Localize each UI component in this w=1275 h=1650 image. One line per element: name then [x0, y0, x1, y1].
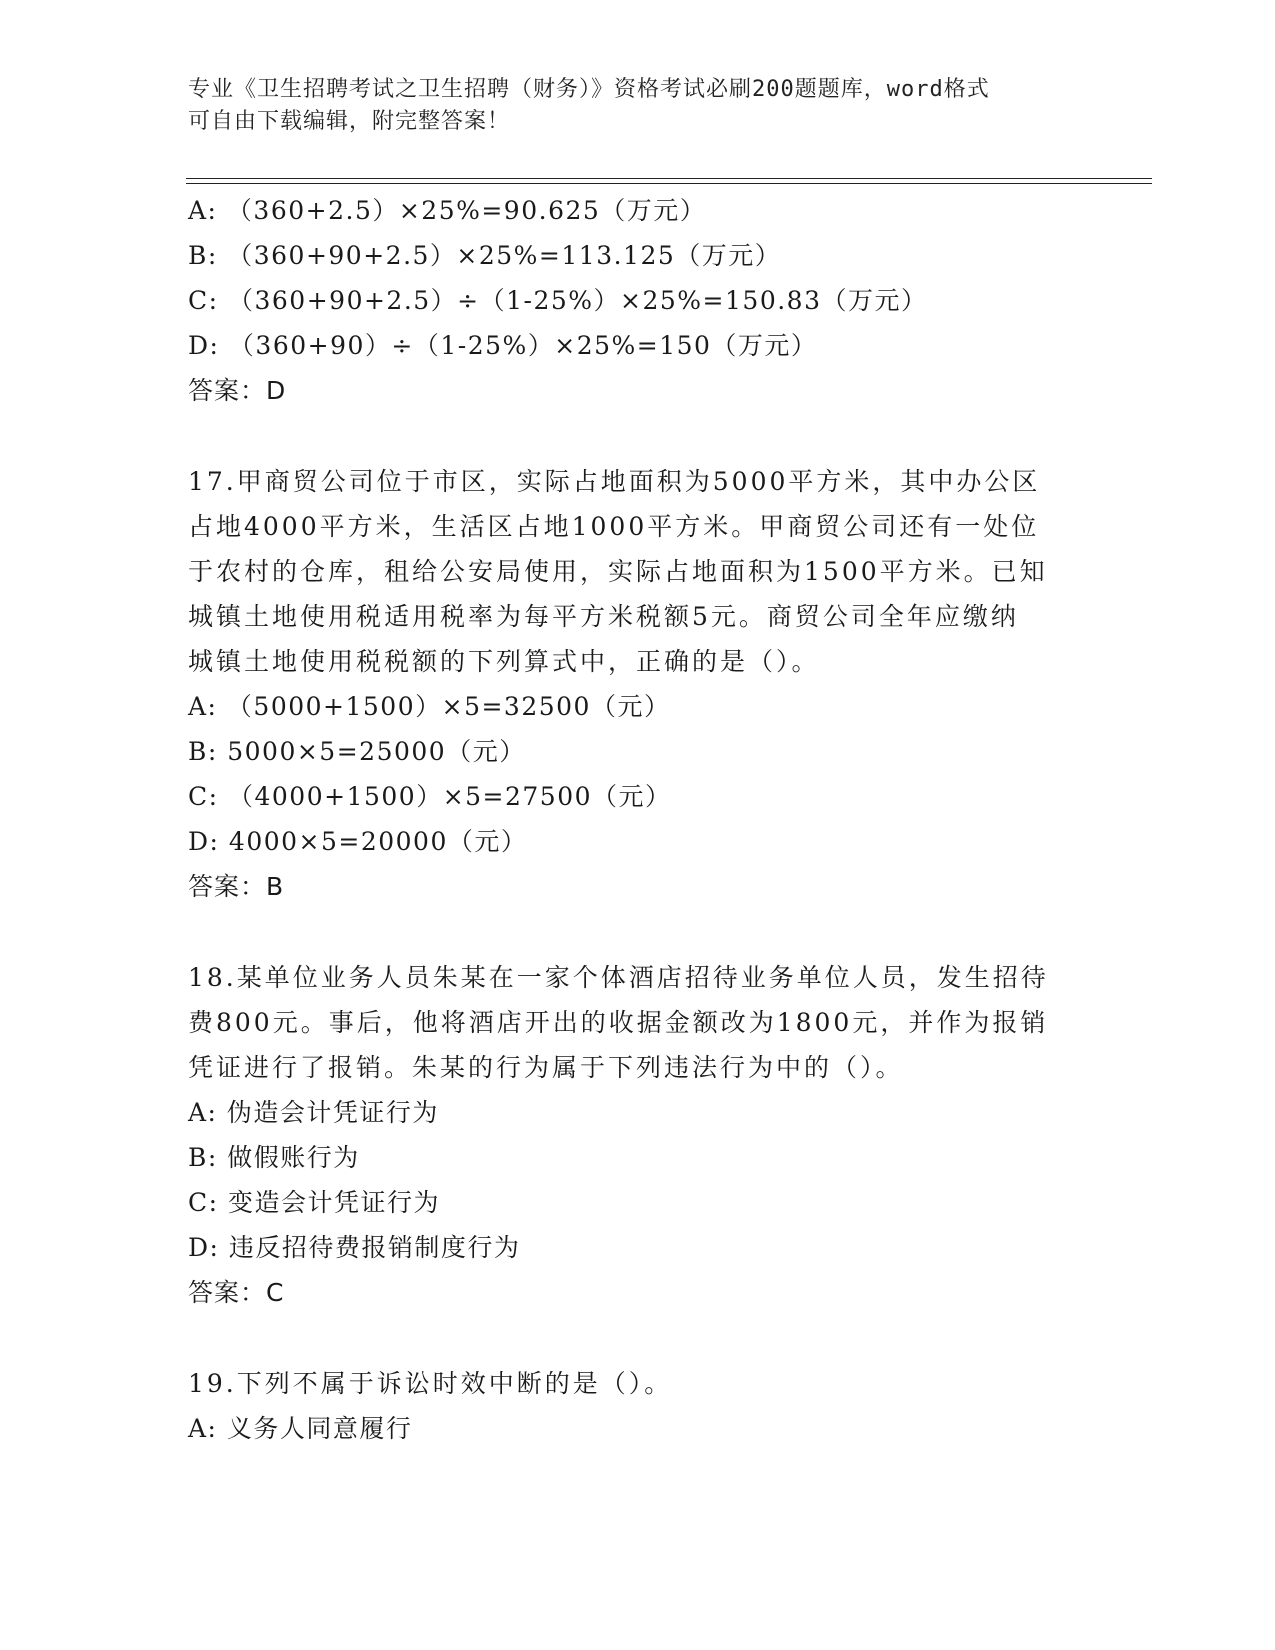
option-b: B: （360+90+2.5）×25%=113.125（万元）: [188, 241, 782, 270]
option-d: D: 4000×5=20000（元）: [188, 827, 528, 856]
header-rule-bottom: [186, 183, 1152, 184]
spacer: [188, 909, 1088, 955]
question-content: [188, 188, 1088, 1451]
question-text: [188, 459, 1088, 684]
question-line: 18.某单位业务人员朱某在一家个体酒店招待业务单位人员，发生招待: [188, 963, 1049, 992]
option-a: A: （360+2.5）×25%=90.625（万元）: [188, 196, 707, 225]
answer: 答案：C: [188, 1278, 285, 1307]
option-b: B: 5000×5=25000（元）: [188, 737, 526, 766]
option-d: D: 违反招待费报销制度行为: [188, 1233, 521, 1262]
option-c: C: 变造会计凭证行为: [188, 1188, 440, 1217]
question-19: [188, 1361, 1088, 1451]
question-17: [188, 459, 1088, 909]
question-line: 城镇土地使用税适用税率为每平方米税额5元。商贸公司全年应缴纳: [188, 602, 1019, 631]
option-a: A: 义务人同意履行: [188, 1414, 413, 1443]
spacer: [188, 1315, 1088, 1361]
question-text: [188, 955, 1088, 1090]
question-line: 于农村的仓库，租给公安局使用，实际占地面积为1500平方米。已知: [188, 557, 1048, 586]
answer: 答案：D: [188, 376, 287, 405]
question-line: 占地4000平方米，生活区占地1000平方米。甲商贸公司还有一处位: [188, 512, 1040, 541]
option-b: B: 做假账行为: [188, 1143, 360, 1172]
option-c: C: （4000+1500）×5=27500（元）: [188, 782, 672, 811]
question-text: [188, 1361, 1088, 1406]
question-18: [188, 955, 1088, 1315]
question-line: 17.甲商贸公司位于市区，实际占地面积为5000平方米，其中办公区: [188, 467, 1041, 496]
header-rule-top: [186, 178, 1152, 179]
question-line: 19.下列不属于诉讼时效中断的是（）。: [188, 1369, 673, 1398]
spacer: [188, 413, 1088, 459]
option-a: A: （5000+1500）×5=32500（元）: [188, 692, 671, 721]
question-16: [188, 188, 1088, 413]
option-d: D: （360+90）÷（1-25%）×25%=150（万元）: [188, 331, 818, 360]
answer: 答案：B: [188, 872, 285, 901]
header-line-1: 专业《卫生招聘考试之卫生招聘（财务）》资格考试必刷200题题库，word格式: [188, 77, 990, 102]
option-a: A: 伪造会计凭证行为: [188, 1098, 439, 1127]
question-line: 城镇土地使用税税额的下列算式中，正确的是（）。: [188, 647, 820, 676]
header-line-2: 可自由下载编辑，附完整答案！: [188, 109, 511, 134]
question-line: 凭证进行了报销。朱某的行为属于下列违法行为中的（）。: [188, 1053, 904, 1082]
page-header: [188, 74, 1088, 138]
question-line: 费800元。事后，他将酒店开出的收据金额改为1800元，并作为报销: [188, 1008, 1049, 1037]
option-c: C: （360+90+2.5）÷（1-25%）×25%=150.83（万元）: [188, 286, 928, 315]
